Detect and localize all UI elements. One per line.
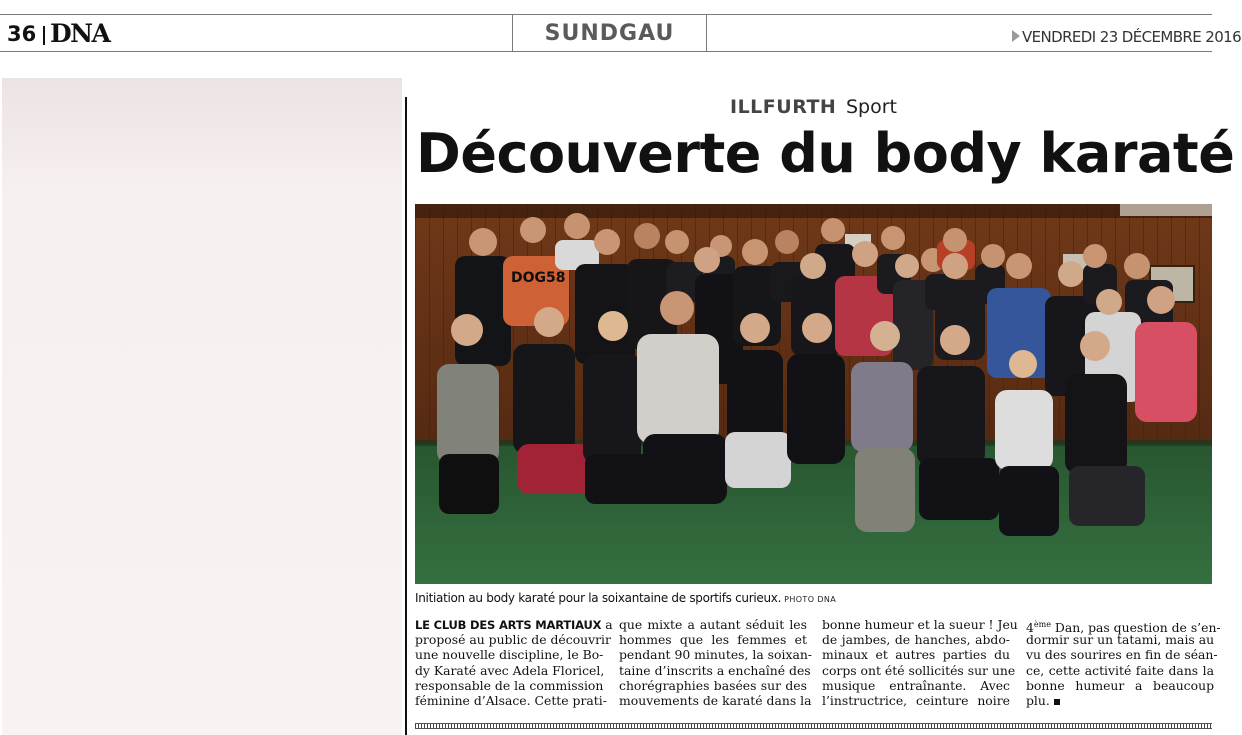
- article-line: corps ont été sollicités sur une: [822, 662, 1016, 678]
- blank-left-panel: [2, 78, 402, 735]
- article-column-4: [1026, 617, 1221, 708]
- article-line: bonne humeur et la sueur ! Jeu: [822, 617, 1018, 632]
- page-number: 36: [7, 22, 37, 46]
- article-line: ce, cette activité faite dans la: [1026, 662, 1214, 678]
- article-column-1: [415, 617, 613, 708]
- article-lead-in: LE CLUB DES ARTS MARTIAUX: [415, 618, 602, 632]
- article-line: minaux et autres parties du: [822, 647, 1010, 663]
- header-bottom-rule: [0, 51, 1212, 52]
- article-line: l’instructrice, ceinture noire: [822, 692, 1010, 708]
- group-photo: [415, 204, 1212, 584]
- article-column-3: [822, 617, 1018, 708]
- article-line: dy Karaté avec Adela Floricel,: [415, 662, 605, 678]
- section-name: SUNDGAU: [544, 21, 675, 46]
- article-line: LE CLUB DES ARTS MARTIAUX a: [415, 617, 613, 632]
- end-of-article-icon: [1054, 699, 1060, 705]
- article-line: féminine d’Alsace. Cette prati-: [415, 692, 607, 708]
- article-location: ILLFURTH: [730, 96, 837, 118]
- article-footer-rule: [415, 723, 1212, 729]
- article-line: proposé au public de découvrir: [415, 632, 611, 648]
- article-line: hommes que les femmes et: [619, 632, 807, 648]
- article-column-2: [619, 617, 812, 708]
- column-rule: [405, 97, 407, 735]
- date-arrow-icon: [1012, 30, 1020, 42]
- article-line: bonne humeur a beaucoup: [1026, 677, 1214, 693]
- jersey-text: DOG58: [511, 270, 566, 286]
- article-line: responsable de la commission: [415, 677, 604, 693]
- article-headline: Découverte du body karaté: [416, 122, 1235, 185]
- article-line: une nouvelle discipline, le Bo-: [415, 647, 604, 663]
- article-line: pendant 90 minutes, la soixan-: [619, 647, 812, 663]
- newspaper-logo: DNA: [50, 19, 110, 48]
- photo-caption-line: [415, 587, 836, 606]
- article-line: de jambes, de hanches, abdo-: [822, 632, 1010, 648]
- article-line: plu.: [1026, 693, 1214, 708]
- photo-caption: Initiation au body karaté pour la soixantaine de sportifs curieux.: [415, 591, 782, 605]
- article-line: chorégraphies basées sur des: [619, 677, 807, 693]
- article-line: dormir sur un tatami, mais au: [1026, 632, 1215, 648]
- article-line: que mixte a autant séduit les: [619, 617, 807, 632]
- issue-date: VENDREDI 23 DÉCEMBRE 2016: [1022, 28, 1242, 46]
- article-line: 4ème Dan, pas question de s’en-: [1026, 620, 1221, 635]
- article-line: taine d’inscrits a enchaîné des: [619, 662, 811, 678]
- article-rubric: Sport: [846, 96, 898, 118]
- section-box: [512, 14, 707, 52]
- header-separator: [43, 26, 45, 45]
- article-line: vu des sourires en fin de séan-: [1026, 647, 1218, 663]
- article-line: mouvements de karaté dans la: [619, 692, 812, 708]
- article-line: musique entraînante. Avec: [822, 677, 1010, 693]
- photo-credit: PHOTO DNA: [784, 595, 837, 604]
